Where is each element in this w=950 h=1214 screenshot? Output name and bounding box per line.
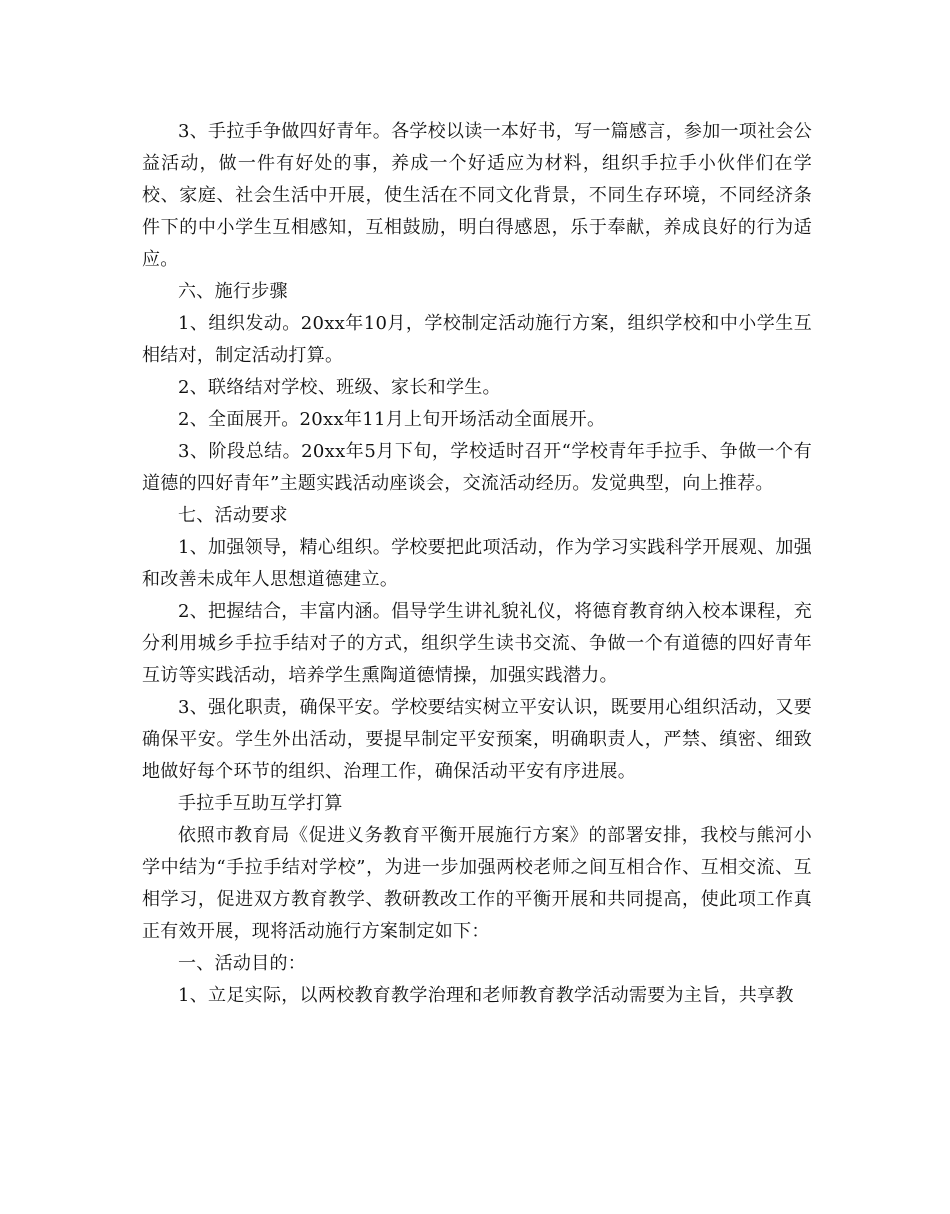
paragraph-requirement-1: 1、加强领导，精心组织。学校要把此项活动，作为学习实践科学开展观、加强和改善未成年人思想道德建立。 <box>142 537 812 590</box>
document-body <box>142 116 812 1012</box>
paragraph-requirement-3: 3、强化职责，确保平安。学校要结实树立平安认识，既要用心组织活动，又要确保平安。学生外出活动，要提早制定平安预案，明确职责人，严禁、缜密、细致地做好每个环节的组织、治理工作，确保活动平安有序进展。 <box>142 697 812 782</box>
paragraph-step-1: 1、组织发动。20xx年10月，学校制定活动施行方案，组织学校和中小学生互相结对，制定活动打算。 <box>142 313 812 366</box>
paragraph-plan-intro: 依照市教育局《促进义务教育平衡开展施行方案》的部署安排，我校与熊河小学中结为“手拉手结对学校”，为进一步加强两校老师之间互相合作、互相交流、互相学习，促进双方教育教学、教研教改工作的平衡开展和共同提高，使此项工作真正有效开展，现将活动施行方案制定如下： <box>142 825 812 942</box>
paragraph-step-2a: 2、联络结对学校、班级、家长和学生。 <box>178 377 501 398</box>
section-heading-requirements: 七、活动要求 <box>178 505 288 526</box>
paragraph-requirement-2: 2、把握结合，丰富内涵。倡导学生讲礼貌礼仪，将德育教育纳入校本课程，充分利用城乡手拉手结对子的方式，组织学生读书交流、争做一个有道德的四好青年互访等实践活动，培养学生熏陶道德情操，加强实践潜力。 <box>142 601 812 686</box>
section-heading-activity-purpose: 一、活动目的： <box>178 953 307 974</box>
paragraph-activity-3: 3、手拉手争做四好青年。各学校以读一本好书，写一篇感言，参加一项社会公益活动，做一件有好处的事，养成一个好适应为材料，组织手拉手小伙伴们在学校、家庭、社会生活中开展，使生活在不同文化背景，不同生存环境，不同经济条件下的中小学生互相感知，互相鼓励，明白得感恩，乐于奉献，养成良好的行为适应。 <box>142 121 812 270</box>
paragraph-step-3: 3、阶段总结。20xx年5月下旬，学校适时召开“学校青年手拉手、争做一个有道德的四好青年”主题实践活动座谈会，交流活动经历。发觉典型，向上推荐。 <box>142 441 812 494</box>
section-heading-implementation-steps: 六、施行步骤 <box>178 281 288 302</box>
paragraph-purpose-1: 1、立足实际，以两校教育教学治理和老师教育教学活动需要为主旨，共享教 <box>178 985 794 1006</box>
section-heading-mutual-plan: 手拉手互助互学打算 <box>178 793 343 814</box>
paragraph-step-2b: 2、全面展开。20xx年11月上旬开场活动全面展开。 <box>178 409 606 430</box>
